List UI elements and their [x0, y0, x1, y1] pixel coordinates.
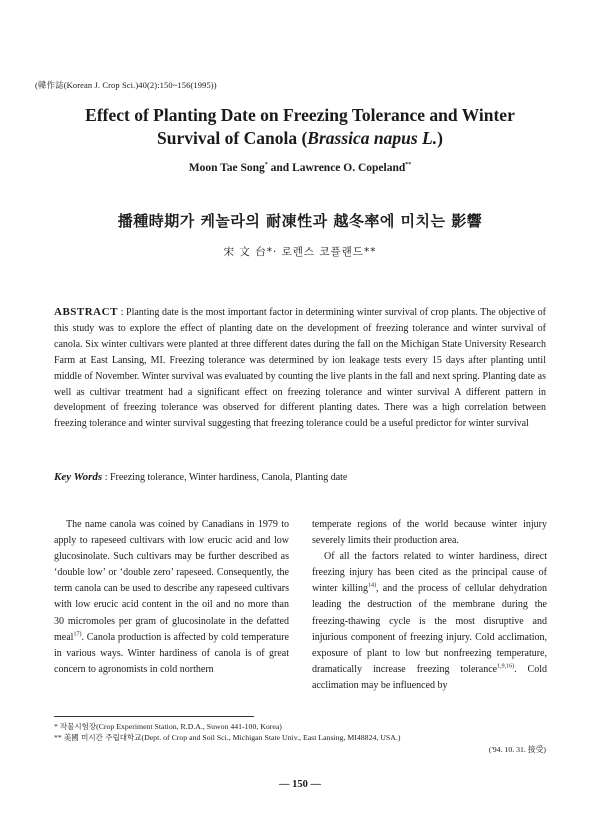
body-text: Of all the factors related to winter hardiness, direct freezing injury has been cited as the principal cause of winter killing	[312, 551, 547, 595]
author-1: Moon Tae Song	[188, 162, 265, 174]
keywords-label: Key Words	[54, 471, 103, 483]
footnote-korean: 작물시험장	[59, 722, 97, 731]
abstract-sep: :	[117, 307, 127, 318]
footnote-text: (Dept. of Crop and Soil Sci., Michigan State Univ., East Lansing, MI48824, USA.)	[141, 733, 401, 742]
footnote-mark: *	[54, 722, 58, 731]
body-text: The name canola was coined by Canadians in 1979 to apply to rapeseed cultivars with low erucic acid and low glucosinolate. Such cultivars may be further described as ‘double low’ or ‘double zero’ rapeseed. Consequently, the term canola can be used to describe any rapeseed cultivars with low erucic acid content in the oil and no more than 30 micromoles per gram of glucosinolate in the defatted meal	[54, 519, 289, 643]
body-paragraph	[54, 517, 289, 678]
footnote-2	[54, 733, 546, 743]
body-paragraph: temperate regions of the world because winter injury severely limits their production area.	[312, 519, 547, 547]
title-suffix: )	[437, 128, 443, 148]
citation: 17)	[73, 631, 82, 638]
body-text: . Canola production is affected by cold temperature in various ways. Winter hardiness of canola is of great concern to agronomists in cold northern	[54, 631, 289, 675]
keywords-text: Freezing tolerance, Winter hardiness, Canola, Planting date	[109, 472, 348, 483]
journal-reference: (韓作誌(Korean J. Crop Sci.)40(2):150~156(1995))	[35, 80, 217, 90]
title-line-2	[30, 127, 570, 150]
author-1-mark: *	[264, 162, 268, 169]
citation: 14)	[367, 583, 376, 590]
keywords-sep: :	[102, 472, 110, 483]
korean-title: 播種時期가 케놀라의 耐凍性과 越冬率에 미치는 影響	[117, 212, 483, 230]
author-2: Lawrence O. Copeland	[292, 162, 406, 174]
keywords	[54, 471, 546, 483]
footnote-korean: 美國 미시간 주립대학교	[63, 733, 142, 742]
abstract-label: ABSTRACT	[54, 306, 118, 318]
abstract-text: Planting date is the most important factor in determining winter survival of crop plants. The objective of this study was to explore the effect of planting date on the development of freezing tolerance and winter survival of canola. Six winter cultivars were planted at three different dates during the fall on the Michigan State University Research Farm at East Lansing, MI. Freezing tolerance was determined by ion leakage tests every 15 days after planting until middle of November. Winter survival was evaluated by counting the live plants in the fall and next spring. Planting date as well as cultivar treatment had a significant effect on freezing tolerance and winter survival A different pattern in development of freezing tolerance was observed for different planting dates. There was a high correlation between freezing tolerance and winter survival suggesting that freezing tolerance could be a useful predictor for winter survival	[54, 307, 546, 430]
body-column-right	[312, 517, 547, 694]
page-number: — 150 —	[279, 779, 321, 790]
received-date: ('94. 10. 31. 接受)	[488, 745, 546, 754]
paper-title	[30, 104, 570, 150]
abstract	[54, 305, 546, 432]
title-prefix: Survival of Canola (	[157, 128, 308, 148]
footnote-mark: **	[54, 733, 62, 742]
body-paragraph	[312, 549, 547, 694]
body-column-left	[54, 517, 289, 678]
title-line-1: Effect of Planting Date on Freezing Tolerance and Winter	[85, 105, 515, 125]
footnote-divider	[54, 716, 254, 717]
author-and: and	[267, 162, 293, 174]
species-name: Brassica napus L.	[307, 128, 438, 148]
author-2-mark: **	[405, 162, 412, 169]
body-text: , and the process of cellular dehydration leading the destruction of the membrane during the freezing-thawing cycle is the most disruptive and injurious component of freezing injury. Cold acclimation, exposure of plant to low but nonfreezing temperature, dramatically increase freezing tolerance	[312, 583, 547, 675]
footnote-text: (Crop Experiment Station, R.D.A., Suwon 441-100, Korea)	[96, 722, 282, 731]
body-text: . Cold acclimation may be influenced by	[312, 663, 548, 691]
citation: 1,9,16)	[497, 663, 515, 670]
korean-authors: 宋 文 台*· 로렌스 코플랜드**	[223, 246, 377, 258]
footnote-1	[54, 722, 546, 732]
author-line	[30, 162, 570, 174]
